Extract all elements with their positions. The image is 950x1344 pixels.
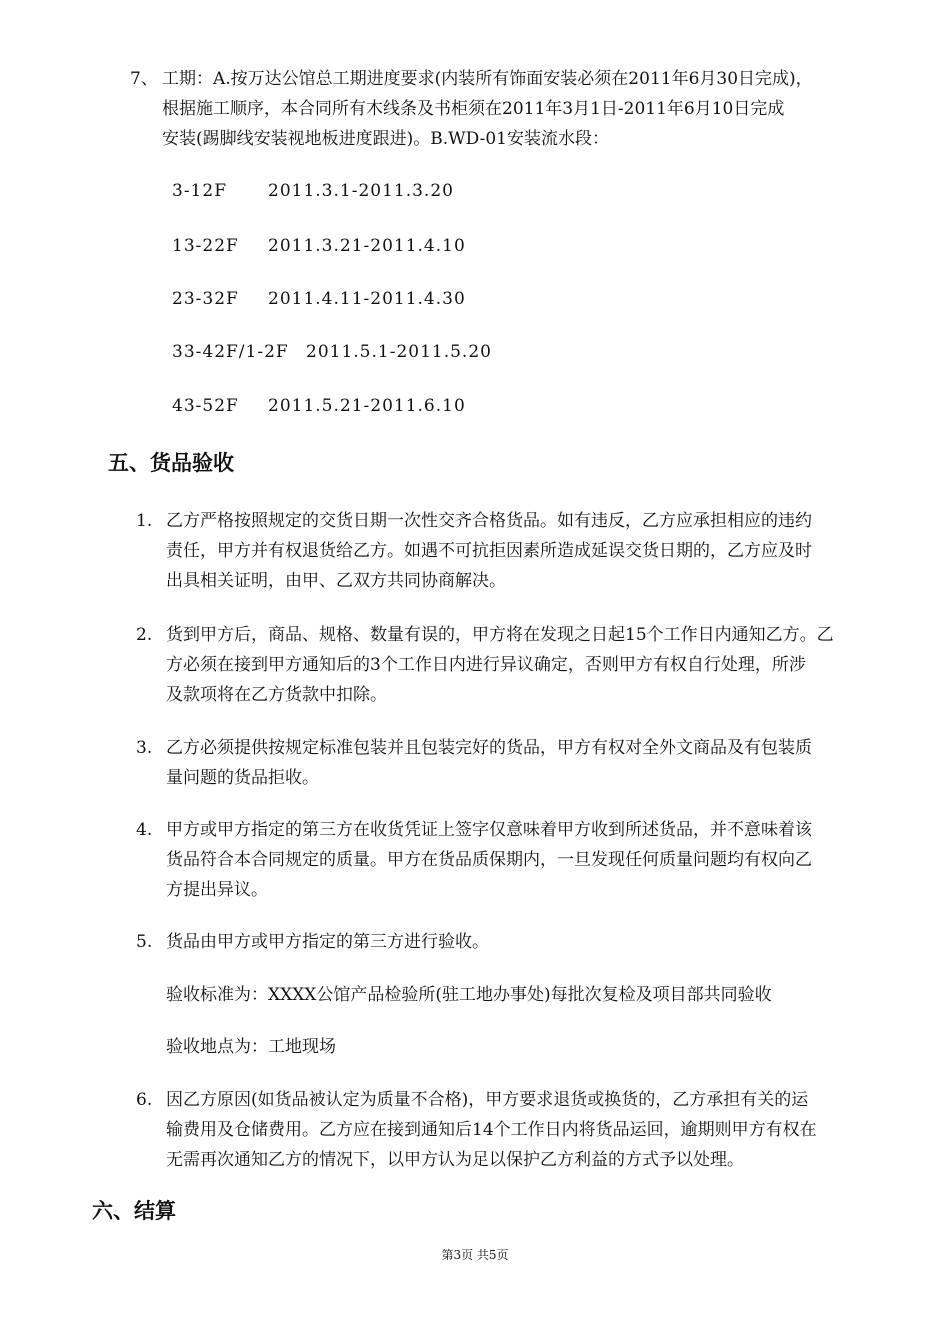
schedule-row xyxy=(172,341,492,363)
item-3-line-1: 乙方必须提供按规定标准包装并且包装完好的货品，甲方有权对全外文商品及有包装质 xyxy=(166,738,812,758)
item-1-line-1: 乙方严格按照规定的交货日期一次性交齐合格货品。如有违反，乙方应承担相应的违约 xyxy=(166,511,812,531)
schedule-row xyxy=(172,235,466,257)
item-5-line-1: 货品由甲方或甲方指定的第三方进行验收。 xyxy=(166,932,489,952)
schedule-floors: 33-42F/1-2F xyxy=(172,342,289,362)
item-4-line-1: 甲方或甲方指定的第三方在收货凭证上签字仅意味着甲方收到所述货品，并不意味着该 xyxy=(166,820,812,840)
schedule-period: 2011.3.21-2011.4.10 xyxy=(268,236,466,256)
item-3-line-2: 量问题的货品拒收。 xyxy=(166,768,319,788)
schedule-row xyxy=(172,395,466,417)
item-2-line-2: 方必须在接到甲方通知后的3个工作日内进行异议确定，否则甲方有权自行处理，所涉 xyxy=(166,655,806,675)
item-7-line-1: 工期：A.按万达公馆总工期进度要求(内装所有饰面安装必须在2011年6月30日完成)， xyxy=(162,69,813,89)
item-7-line-3: 安装(踢脚线安装视地板进度跟进)。B.WD-01安装流水段： xyxy=(162,129,609,149)
schedule-floors: 13-22F xyxy=(172,236,239,256)
schedule-period: 2011.5.1-2011.5.20 xyxy=(306,342,492,362)
item-5-number: 5. xyxy=(136,932,153,952)
item-1-line-2: 责任，甲方并有权退货给乙方。如遇不可抗拒因素所造成延误交货日期的，乙方应及时 xyxy=(166,541,812,561)
item-6-number: 6. xyxy=(136,1090,153,1110)
item-6-line-2: 输费用及仓储费用。乙方应在接到通知后14个工作日内将货品运回，逾期则甲方有权在 xyxy=(166,1120,817,1140)
item-6-line-1: 因乙方原因(如货品被认定为质量不合格)，甲方要求退货或换货的，乙方承担有关的运 xyxy=(166,1090,809,1110)
item-2-line-1: 货到甲方后，商品、规格、数量有误的，甲方将在发现之日起15个工作日内通知乙方。乙 xyxy=(166,625,834,645)
item-3-number: 3. xyxy=(136,738,153,758)
page-number: 第3页 共5页 xyxy=(441,1248,509,1262)
schedule-floors: 43-52F xyxy=(172,396,239,416)
schedule-row xyxy=(172,288,466,310)
schedule-floors: 3-12F xyxy=(172,181,227,201)
schedule-row xyxy=(172,180,454,202)
item-2-line-3: 及款项将在乙方货款中扣除。 xyxy=(166,685,387,705)
schedule-period: 2011.4.11-2011.4.30 xyxy=(268,289,466,309)
schedule-period: 2011.5.21-2011.6.10 xyxy=(268,396,466,416)
item-7-number: 7、 xyxy=(130,69,158,89)
item-2-number: 2. xyxy=(136,625,153,645)
section-6-heading: 六、结算 xyxy=(92,1199,176,1223)
schedule-period: 2011.3.1-2011.3.20 xyxy=(268,181,454,201)
acceptance-location: 验收地点为：工地现场 xyxy=(166,1037,336,1057)
acceptance-standard: 验收标准为：XXXX公馆产品检验所(驻工地办事处)每批次复检及项目部共同验收 xyxy=(166,985,772,1005)
section-5-heading: 五、货品验收 xyxy=(108,451,234,475)
schedule-floors: 23-32F xyxy=(172,289,239,309)
item-6-line-3: 无需再次通知乙方的情况下，以甲方认为足以保护乙方利益的方式予以处理。 xyxy=(166,1150,744,1170)
item-1-number: 1. xyxy=(136,511,153,531)
item-4-line-3: 方提出异议。 xyxy=(166,880,268,900)
item-4-number: 4. xyxy=(136,820,153,840)
item-1-line-3: 出具相关证明，由甲、乙双方共同协商解决。 xyxy=(166,571,506,591)
item-7-line-2: 根据施工顺序，本合同所有木线条及书柜须在2011年3月1日-2011年6月10日完成 xyxy=(162,99,785,119)
item-4-line-2: 货品符合本合同规定的质量。甲方在货品质保期内，一旦发现任何质量问题均有权向乙 xyxy=(166,850,812,870)
